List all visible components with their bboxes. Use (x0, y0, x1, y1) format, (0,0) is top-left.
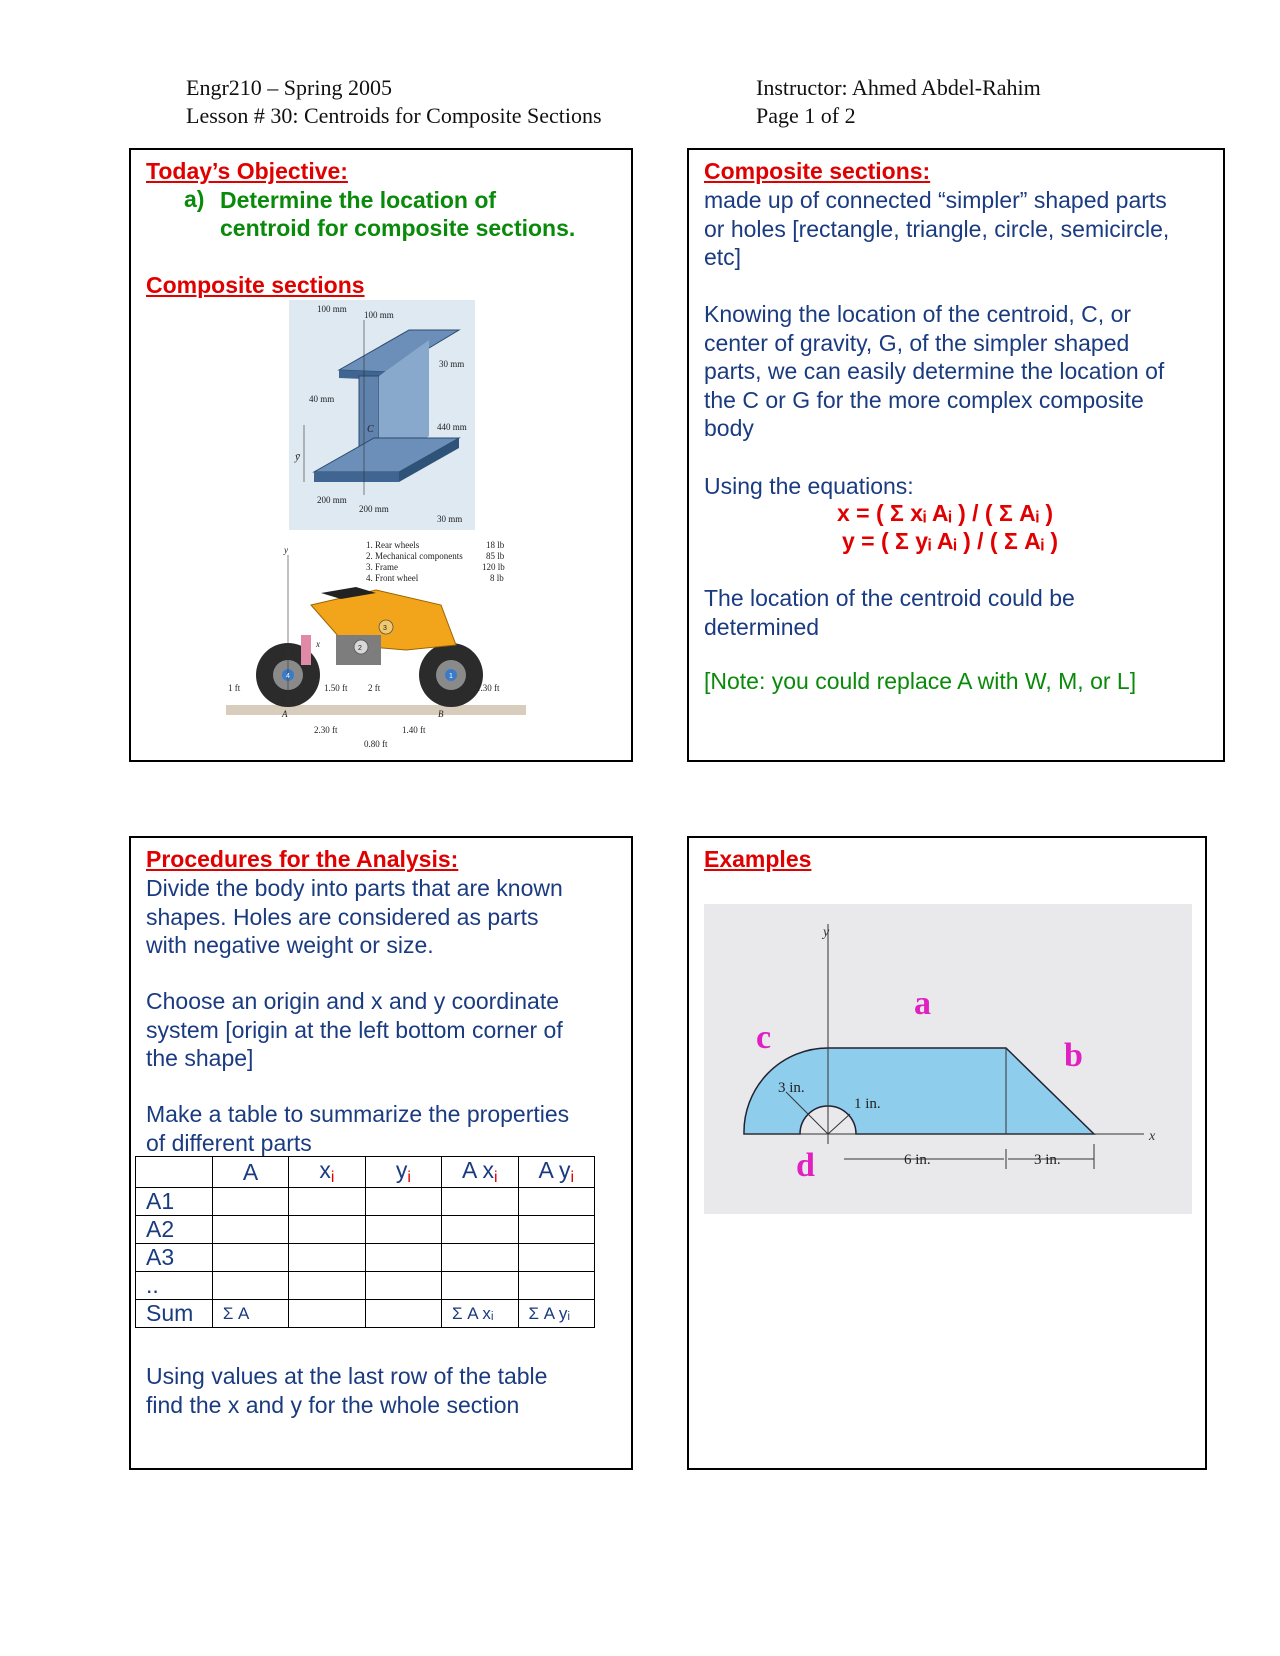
table-header-cell: A $y_i$ (518, 1157, 595, 1188)
table-cell (212, 1216, 288, 1244)
bike-label: 2.30 ft (314, 725, 338, 735)
bike-item-weight: 18 lb (486, 540, 505, 550)
table-cell (518, 1272, 595, 1300)
table-cell (289, 1272, 365, 1300)
lesson-title: Lesson # 30: Centroids for Composite Sections (186, 103, 602, 128)
table-cell (442, 1216, 518, 1244)
bike-item-weight: 8 lb (490, 573, 504, 583)
procedures-panel (129, 836, 633, 1470)
objective-panel (129, 148, 633, 762)
i-beam-figure (289, 300, 475, 530)
table-row (136, 1216, 595, 1244)
table-cell (365, 1244, 441, 1272)
table-cell (518, 1188, 595, 1216)
beam-label: 440 mm (437, 422, 467, 432)
objective-title: Today’s Objective: (146, 158, 348, 184)
beam-label: 100 mm (317, 304, 347, 314)
composite-sections-title: Composite sections (146, 272, 365, 298)
table-cell: A3 (136, 1244, 213, 1272)
table-header-cell: A $x_i$ (442, 1157, 518, 1188)
bike-label: 1.50 ft (324, 683, 348, 693)
choose-origin-text: Choose an origin and x and y coordinate system [origin at the left bottom corner of the shape] (146, 988, 563, 1071)
table-cell (442, 1244, 518, 1272)
bike-item: 4. Front wheel (366, 573, 419, 583)
bike-label: 1.40 ft (402, 725, 426, 735)
bike-label: y (284, 545, 288, 555)
table-row (136, 1188, 595, 1216)
table-cell: Σ A yᵢ (518, 1300, 595, 1328)
bike-label: 1 ft (228, 683, 241, 693)
part-a-label: a (914, 985, 931, 1022)
bike-label: 2 ft (368, 683, 381, 693)
table-cell: Sum (136, 1300, 213, 1328)
bike-label: 2 (358, 645, 362, 652)
table-cell (212, 1188, 288, 1216)
table-cell (518, 1244, 595, 1272)
bike-item: 2. Mechanical components (366, 551, 463, 561)
table-cell (442, 1188, 518, 1216)
width-3-label: 3 in. (1034, 1152, 1061, 1168)
table-header-cell: $x_i$ (289, 1157, 365, 1188)
table-row (136, 1244, 595, 1272)
beam-label: 30 mm (439, 359, 465, 369)
bike-label: 4 (286, 673, 290, 680)
procedures-title: Procedures for the Analysis: (146, 846, 459, 872)
beam-label: 200 mm (317, 495, 347, 505)
bike-label: 1 (449, 673, 453, 680)
beam-label: 30 mm (437, 514, 463, 524)
table-cell (518, 1216, 595, 1244)
table-header-cell: A (212, 1157, 288, 1188)
examples-panel (687, 836, 1207, 1470)
example-shape-figure (704, 904, 1192, 1214)
table-cell: Σ A xᵢ (442, 1300, 518, 1328)
table-cell (365, 1272, 441, 1300)
table-cell (365, 1188, 441, 1216)
using-values-text: Using values at the last row of the table find the x and y for the whole section (146, 1363, 548, 1418)
table-cell: A2 (136, 1216, 213, 1244)
part-d-label: d (796, 1147, 815, 1184)
beam-label: ȳ (295, 451, 300, 463)
composite-definition-title: Composite sections: (704, 158, 931, 184)
properties-table (135, 1156, 595, 1328)
objective-text: Determine the location of centroid for composite sections. (220, 187, 576, 241)
table-cell (365, 1300, 441, 1328)
table-row (136, 1272, 595, 1300)
page-number: Page 1 of 2 (756, 103, 856, 128)
course-title: Engr210 – Spring 2005 (186, 75, 392, 100)
table-header-row (136, 1157, 595, 1188)
x-centroid-equation: x = ( Σ xᵢ Aᵢ ) / ( Σ Aᵢ ) (837, 500, 1054, 526)
bike-item-weight: 120 lb (482, 562, 505, 572)
bike-label: 3 (383, 625, 387, 632)
centroid-knowledge-text: Knowing the location of the centroid, C, or center of gravity, G, of the simpler shaped parts, we can easily determine the location of the C or G for the more complex composite body (704, 301, 1165, 441)
table-header-cell: $y_i$ (365, 1157, 441, 1188)
composite-definition-text: made up of connected “simpler” shaped parts or holes [rectangle, triangle, circle, semicircle, etc] (704, 187, 1170, 270)
width-6-label: 6 in. (904, 1152, 931, 1168)
beam-label: 100 mm (364, 310, 394, 320)
bike-item: 3. Frame (366, 562, 398, 572)
bike-label: B (438, 709, 444, 719)
table-cell (442, 1272, 518, 1300)
table-cell (212, 1272, 288, 1300)
table-cell (289, 1300, 365, 1328)
objective-label: a) (184, 186, 205, 212)
centroid-determined-text: The location of the centroid could be determined (704, 585, 1075, 640)
composite-definition-panel (687, 148, 1225, 762)
table-cell: .. (136, 1272, 213, 1300)
table-header-cell (136, 1157, 213, 1188)
table-cell (289, 1216, 365, 1244)
table-cell: A1 (136, 1188, 213, 1216)
divide-body-text: Divide the body into parts that are known shapes. Holes are considered as parts with negative weight or size. (146, 875, 563, 958)
bike-item: 1. Rear wheels (366, 540, 420, 550)
bike-item-weight: 85 lb (486, 551, 505, 561)
examples-title: Examples (704, 846, 812, 872)
table-cell (365, 1216, 441, 1244)
replace-note: [Note: you could replace A with W, M, or L] (704, 668, 1137, 694)
bike-label: 0.80 ft (364, 739, 388, 749)
axis-x-label: x (1149, 1129, 1156, 1144)
instructor-name: Instructor: Ahmed Abdel-Rahim (756, 75, 1041, 100)
part-c-label: c (756, 1019, 772, 1056)
table-cell (212, 1244, 288, 1272)
part-b-label: b (1064, 1037, 1083, 1074)
beam-label: 200 mm (359, 504, 389, 514)
radius-3-label: 3 in. (778, 1080, 805, 1096)
bike-label: x (316, 639, 320, 649)
beam-label: 40 mm (309, 394, 335, 404)
table-sum-row (136, 1300, 595, 1328)
radius-1-label: 1 in. (854, 1096, 881, 1112)
bike-label: 1.30 ft (476, 683, 500, 693)
table-cell (289, 1188, 365, 1216)
beam-label: C (367, 424, 374, 435)
using-equations-label: Using the equations: (704, 473, 914, 499)
y-centroid-equation: y = ( Σ yᵢ Aᵢ ) / ( Σ Aᵢ ) (842, 528, 1059, 554)
table-cell: Σ A (212, 1300, 288, 1328)
axis-y-label: y (823, 925, 830, 940)
bike-label: A (282, 709, 288, 719)
motorbike-figure (226, 535, 526, 755)
make-table-text: Make a table to summarize the properties of different parts (146, 1101, 570, 1156)
table-cell (289, 1244, 365, 1272)
